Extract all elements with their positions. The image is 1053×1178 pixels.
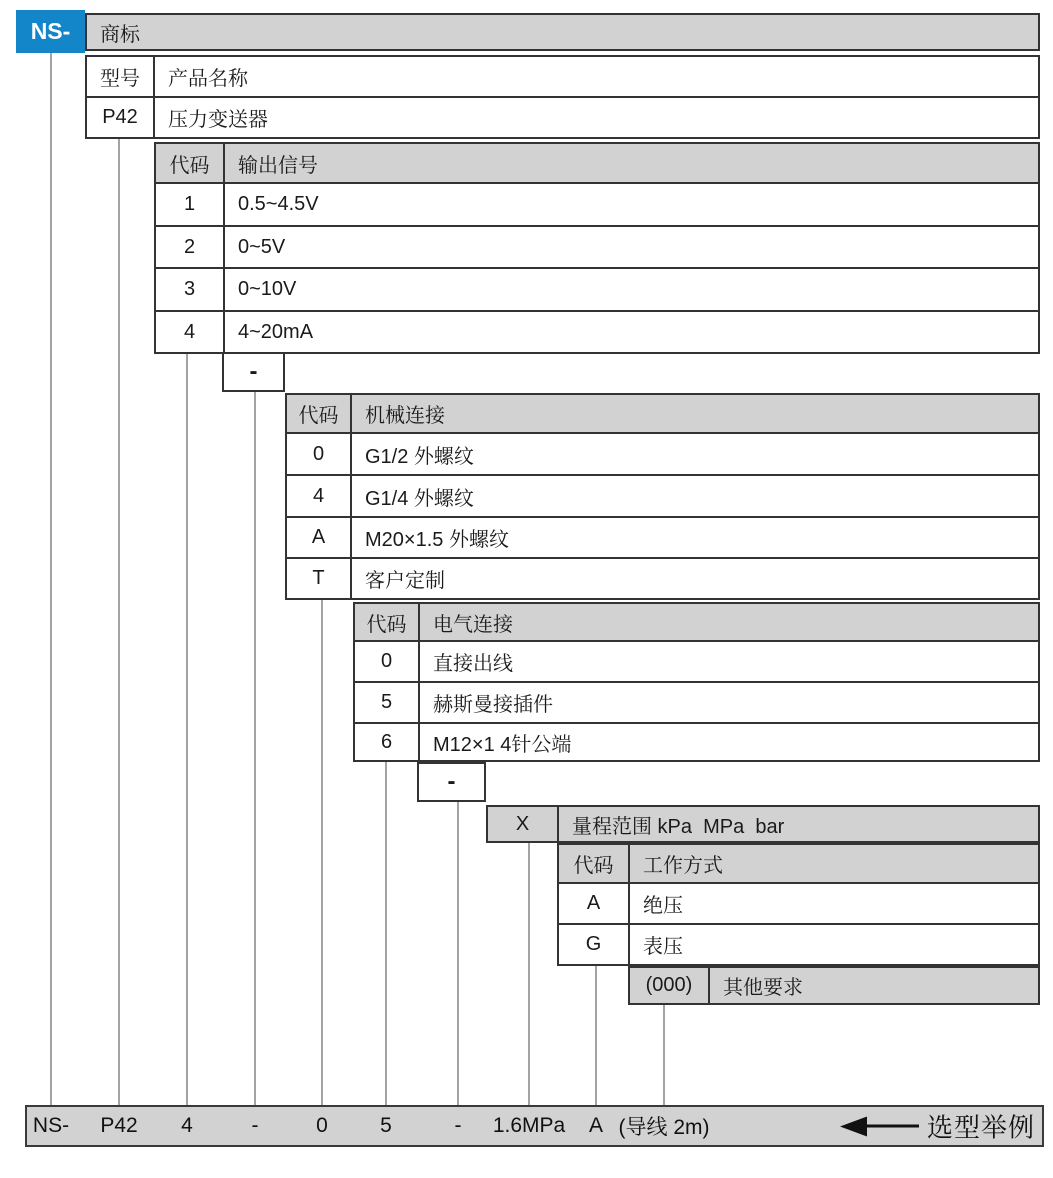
mechanical-table: [285, 393, 1040, 600]
code-header: 代码: [355, 604, 420, 640]
code-cell: 2: [156, 227, 225, 267]
code-cell: 0: [355, 642, 420, 681]
example-item: -: [251, 1114, 259, 1137]
separator-dash: -: [249, 358, 258, 385]
code-cell: 4: [156, 312, 225, 352]
example-item: 1.6MPa: [492, 1114, 566, 1137]
range-row: [486, 805, 1040, 843]
connector-line: [50, 53, 52, 1105]
separator-dash: -: [447, 768, 456, 795]
table-row: [355, 640, 1038, 681]
connector-line: [385, 762, 387, 1105]
connector-line: [254, 392, 256, 1105]
label-cell: 绝压: [643, 895, 683, 917]
model-type-header: 型号: [87, 57, 155, 96]
code-cell: T: [287, 559, 352, 598]
code-cell: 4: [287, 476, 352, 516]
table-row: [287, 557, 1038, 598]
left-arrow-icon: [840, 1116, 867, 1136]
separator-cell: [417, 762, 486, 802]
table-row: [87, 57, 1038, 96]
table-row: [559, 923, 1038, 964]
label-cell: 0~10V: [238, 278, 297, 300]
label-cell: 表压: [643, 936, 683, 958]
mode-table: [557, 843, 1040, 966]
example-row: [25, 1105, 1044, 1147]
output-signal-header: 输出信号: [238, 154, 318, 177]
table-row: [287, 474, 1038, 516]
range-code: X: [488, 807, 559, 841]
label-cell: 0~5V: [238, 235, 286, 258]
connector-line: [528, 843, 530, 1105]
other-row: [628, 966, 1040, 1005]
connector-line: [457, 802, 459, 1105]
label-cell: 直接出线: [433, 653, 513, 675]
code-header: 代码: [287, 395, 352, 432]
separator-cell: [222, 352, 285, 392]
example-item: -: [454, 1114, 462, 1137]
code-cell: 5: [355, 683, 420, 722]
code-cell: 3: [156, 269, 225, 310]
code-cell: 0: [287, 434, 352, 474]
brand-code-box: [16, 10, 85, 53]
code-cell: A: [287, 518, 352, 557]
label-cell: 4~20mA: [238, 320, 314, 343]
brand-code: NS-: [30, 18, 71, 44]
example-caption: 选型举例: [926, 1112, 1035, 1143]
arrow-tail: [867, 1125, 919, 1128]
table-row: [287, 432, 1038, 474]
range-label: 量程范围 kPa MPa bar: [572, 815, 785, 838]
table-row: [156, 310, 1038, 352]
example-item: NS-: [32, 1114, 70, 1137]
table-row: [559, 882, 1038, 923]
code-cell: 1: [156, 184, 225, 225]
code-header: 代码: [156, 144, 225, 182]
output-signal-table: [154, 142, 1040, 354]
product-name-header: 产品名称: [168, 68, 248, 90]
table-row: [355, 681, 1038, 722]
connector-line: [321, 600, 323, 1105]
example-caption-group: [840, 1108, 1035, 1145]
table-row: [156, 267, 1038, 310]
table-header-row: [287, 395, 1038, 432]
table-row: [156, 225, 1038, 267]
label-cell: 赫斯曼接插件: [433, 694, 553, 716]
example-item: 4: [181, 1114, 193, 1137]
model-type-code: P42: [87, 98, 155, 137]
other-code: (000): [630, 968, 710, 1003]
example-item: 0: [316, 1114, 328, 1137]
label-cell: M12×1 4针公端: [433, 733, 572, 756]
other-label: 其他要求: [723, 977, 803, 999]
code-header: 代码: [559, 845, 630, 882]
code-cell: A: [559, 884, 630, 923]
connector-line: [186, 354, 188, 1105]
label-cell: M20×1.5 外螺纹: [365, 529, 509, 551]
model-table: [85, 55, 1040, 139]
trademark-row: [85, 13, 1040, 51]
table-header-row: [355, 604, 1038, 640]
electrical-table: [353, 602, 1040, 762]
label-cell: G1/2 外螺纹: [365, 445, 474, 468]
table-row: [287, 516, 1038, 557]
connector-line: [663, 1005, 665, 1105]
table-row: [156, 182, 1038, 225]
table-row: [355, 722, 1038, 760]
code-cell: 6: [355, 724, 420, 760]
table-header-row: [156, 144, 1038, 182]
example-item: A: [588, 1114, 604, 1137]
trademark-label: 商标: [100, 23, 140, 46]
connector-line: [595, 966, 597, 1105]
electrical-header: 电气连接: [433, 613, 513, 636]
table-row: [87, 96, 1038, 137]
mode-header: 工作方式: [643, 855, 723, 877]
code-cell: G: [559, 925, 630, 964]
example-item: 5: [380, 1114, 392, 1137]
mechanical-header: 机械连接: [365, 405, 445, 427]
product-name: 压力变送器: [168, 109, 268, 131]
connector-line: [118, 139, 120, 1105]
table-header-row: [559, 845, 1038, 882]
label-cell: 0.5~4.5V: [238, 193, 319, 215]
label-cell: G1/4 外螺纹: [365, 487, 474, 510]
example-item: P42: [100, 1114, 138, 1137]
example-item: (导线 2m): [618, 1116, 710, 1139]
label-cell: 客户定制: [365, 570, 445, 592]
